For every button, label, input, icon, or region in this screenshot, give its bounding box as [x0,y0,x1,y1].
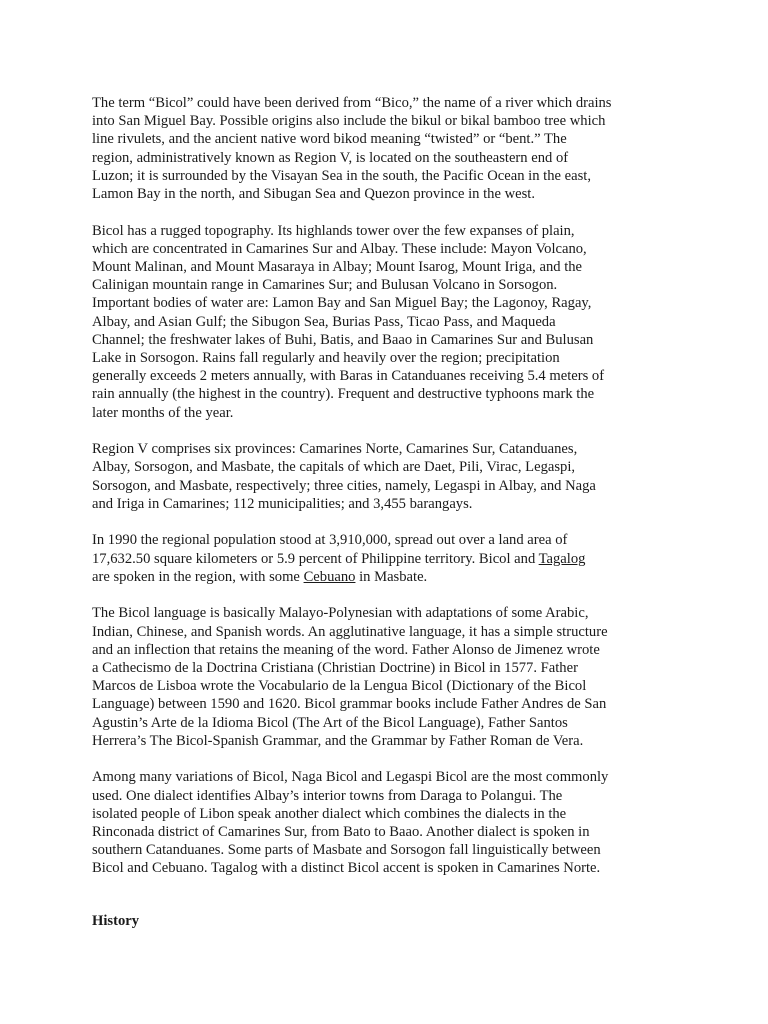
text-line: Lamon Bay in the north, and Sibugan Sea and Quezon province in the west. [92,186,535,203]
text-line: Calinigan mountain range in Camarines Sur; and Bulusan Volcano in Sorsogon. [92,277,558,294]
text-line: which are concentrated in Camarines Sur and Albay. These include: Mayon Volcano, [92,240,587,257]
text-line: region, administratively known as Region V, is located on the southeastern end of [92,149,569,166]
document-page [92,94,632,930]
text-line: a Cathecismo de la Doctrina Cristiana (Christian Doctrine) in Bicol in 1577. Father [92,660,578,677]
text-line: isolated people of Libon speak another dialect which combines the dialects in the [92,805,567,822]
text-line: Sorsogon, and Masbate, respectively; three cities, namely, Legaspi in Albay, and Naga [92,477,596,494]
text-line: The term “Bicol” could have been derived from “Bico,” the name of a river which drains [92,95,612,111]
text-line: In 1990 the regional population stood at 3,910,000, spread out over a land area of [92,532,568,549]
text-line: Bicol has a rugged topography. Its highlands tower over the few expanses of plain, [92,222,575,239]
text-line: southern Catanduanes. Some parts of Masbate and Sorsogon fall linguistically between [92,842,601,859]
paragraph-topography [92,222,632,422]
paragraph-provinces [92,440,632,513]
text-line: Luzon; it is surrounded by the Visayan Sea in the south, the Pacific Ocean in the east, [92,167,591,184]
text-line: into San Miguel Bay. Possible origins also include the bikul or bikal bamboo tree which [92,113,606,130]
text-line: used. One dialect identifies Albay’s interior towns from Daraga to Polangui. The [92,787,563,804]
section-heading-history: History [92,912,140,929]
text-line: Indian, Chinese, and Spanish words. An agglutinative language, it has a simple structure [92,623,608,640]
text-line: Language) between 1590 and 1620. Bicol grammar books include Father Andres de San [92,696,607,713]
text-line: rain annually (the highest in the country). Frequent and destructive typhoons mark the [92,386,595,403]
text-line: Agustin’s Arte de la Idioma Bicol (The Art of the Bicol Language), Father Santos [92,714,568,731]
text-line: Lake in Sorsogon. Rains fall regularly and heavily over the region; precipitation [92,350,560,367]
text-line: line rivulets, and the ancient native word bikod meaning “twisted” or “bent.” The [92,131,567,148]
text-line: and an inflection that retains the meaning of the word. Father Alonso de Jimenez wrote [92,641,600,658]
text-line: Marcos de Lisboa wrote the Vocabulario de la Lengua Bicol (Dictionary of the Bicol [92,678,587,695]
text-line: 17,632.50 square kilometers or 5.9 percent of Philippine territory. Bicol and [92,550,539,567]
text-line: Albay, and Asian Gulf; the Sibugon Sea, Burias Pass, Ticao Pass, and Maqueda [92,313,556,330]
text-line: later months of the year. [92,404,234,421]
text-line: Region V comprises six provinces: Camarines Norte, Camarines Sur, Catanduanes, [92,441,578,458]
paragraph-language [92,604,632,750]
text-line: Albay, Sorsogon, and Masbate, the capitals of which are Daet, Pili, Virac, Legaspi, [92,459,576,476]
text-line: in Masbate. [355,568,428,585]
paragraph-population [92,531,632,586]
text-line: Rinconada district of Camarines Sur, from Bato to Baao. Another dialect is spoken in [92,824,590,841]
text-line: Important bodies of water are: Lamon Bay and San Miguel Bay; the Lagonoy, Ragay, [92,295,592,312]
text-line: Mount Malinan, and Mount Masaraya in Albay; Mount Isarog, Mount Iriga, and the [92,259,583,276]
text-line: and Iriga in Camarines; 112 municipalities; and 3,455 barangays. [92,495,473,512]
tagalog-link[interactable]: Tagalog [538,550,586,567]
cebuano-link[interactable]: Cebuano [303,568,356,585]
text-line: are spoken in the region, with some [92,568,304,585]
text-line: generally exceeds 2 meters annually, with Baras in Catanduanes receiving 5.4 meters of [92,368,605,385]
text-line: Channel; the freshwater lakes of Buhi, Batis, and Baao in Camarines Sur and Bulusan [92,331,594,348]
text-line: Bicol and Cebuano. Tagalog with a distinct Bicol accent is spoken in Camarines Norte. [92,860,601,877]
text-line: Herrera’s The Bicol-Spanish Grammar, and the Grammar by Father Roman de Vera. [92,732,584,749]
text-line: Among many variations of Bicol, Naga Bicol and Legaspi Bicol are the most commonly [92,769,609,786]
text-line: The Bicol language is basically Malayo-Polynesian with adaptations of some Arabic, [92,605,589,622]
paragraph-etymology [92,94,632,203]
paragraph-dialects [92,768,632,877]
